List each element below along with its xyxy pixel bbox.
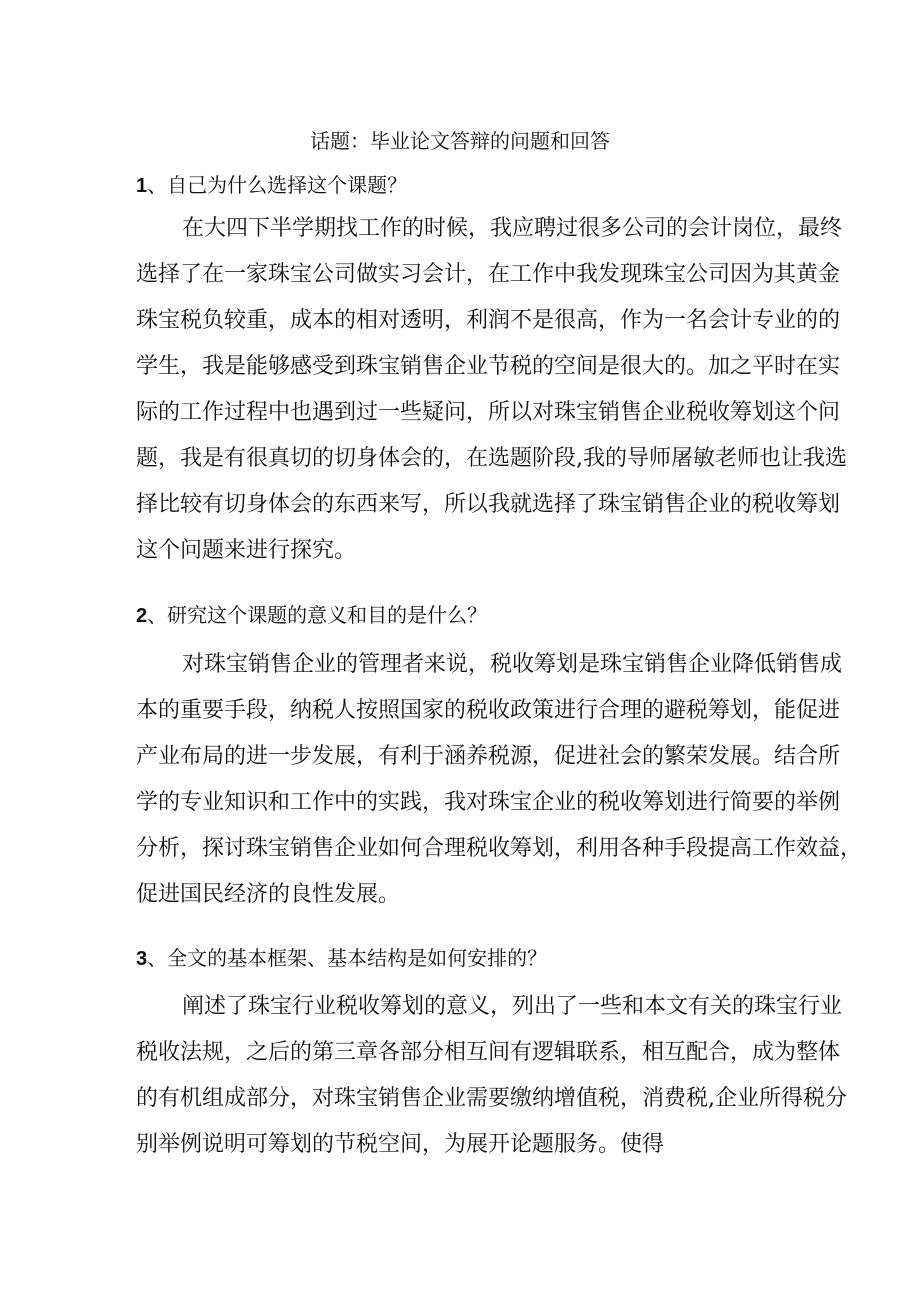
paragraph-line: 珠宝税负较重，成本的相对透明，利润不是很高，作为一名会计专业的的 (136, 308, 841, 333)
paragraph-line: 阐述了珠宝行业税收筹划的意义，列出了一些和本文有关的珠宝行业 (182, 994, 843, 1019)
paragraph-line: 选择了在一家珠宝公司做实习会计，在工作中我发现珠宝公司因为其黄金 (136, 262, 841, 287)
question-2-heading (136, 600, 487, 631)
paragraph-line: 分析，探讨珠宝销售企业如何合理税收筹划，利用各种手段提高工作效益， (136, 836, 863, 861)
paragraph-line: 这个问题来进行探究。 (136, 538, 357, 563)
paragraph-line: 对珠宝销售企业的管理者来说，税收筹划是珠宝销售企业降低销售成 (182, 652, 843, 677)
paragraph-line: 别举例说明可筹划的节税空间，为展开论题服务。使得 (136, 1132, 665, 1157)
paragraph-line: 学的专业知识和工作中的实践，我对珠宝企业的税收筹划进行简要的举例 (136, 790, 841, 815)
paragraph-line: 择比较有切身体会的东西来写，所以我就选择了珠宝销售企业的税收筹划 (136, 492, 841, 517)
question-number: 2 (136, 605, 148, 627)
document-title: 话题：毕业论文答辩的问题和回答 (310, 129, 610, 153)
answer-1-paragraph (136, 206, 847, 574)
paragraph-line: 际的工作过程中也遇到过一些疑问，所以对珠宝销售企业税收筹划这个问 (136, 400, 841, 425)
question-text: 、研究这个课题的意义和目的是什么？ (147, 603, 488, 627)
question-text: 、全文的基本框架、基本结构是如何安排的？ (147, 946, 548, 970)
question-3-heading (136, 943, 547, 974)
paragraph-line: 学生，我是能够感受到珠宝销售企业节税的空间是很大的。加之平时在实 (136, 354, 841, 379)
paragraph-line: 的有机组成部分，对珠宝销售企业需要缴纳增值税，消费税,企业所得税分 (136, 1086, 847, 1111)
paragraph-line: 产业布局的进一步发展，有利于涵养税源，促进社会的繁荣发展。结合所 (136, 744, 841, 769)
paragraph-line: 促进国民经济的良性发展。 (136, 882, 401, 907)
paragraph-line: 本的重要手段，纳税人按照国家的税收政策进行合理的避税筹划，能促进 (136, 698, 841, 723)
answer-2-paragraph (136, 642, 863, 918)
question-1-heading (136, 170, 407, 201)
paragraph-line: 题，我是有很真切的切身体会的，在选题阶段,我的导师屠敏老师也让我选 (136, 446, 847, 471)
question-number: 1 (136, 175, 148, 197)
answer-3-paragraph (136, 984, 847, 1168)
question-text: 、自己为什么选择这个课题？ (147, 173, 408, 197)
paragraph-line: 税收法规，之后的第三章各部分相互间有逻辑联系，相互配合，成为整体 (136, 1040, 841, 1065)
paragraph-line: 在大四下半学期找工作的时候，我应聘过很多公司的会计岗位，最终 (182, 216, 843, 241)
question-number: 3 (136, 948, 148, 970)
